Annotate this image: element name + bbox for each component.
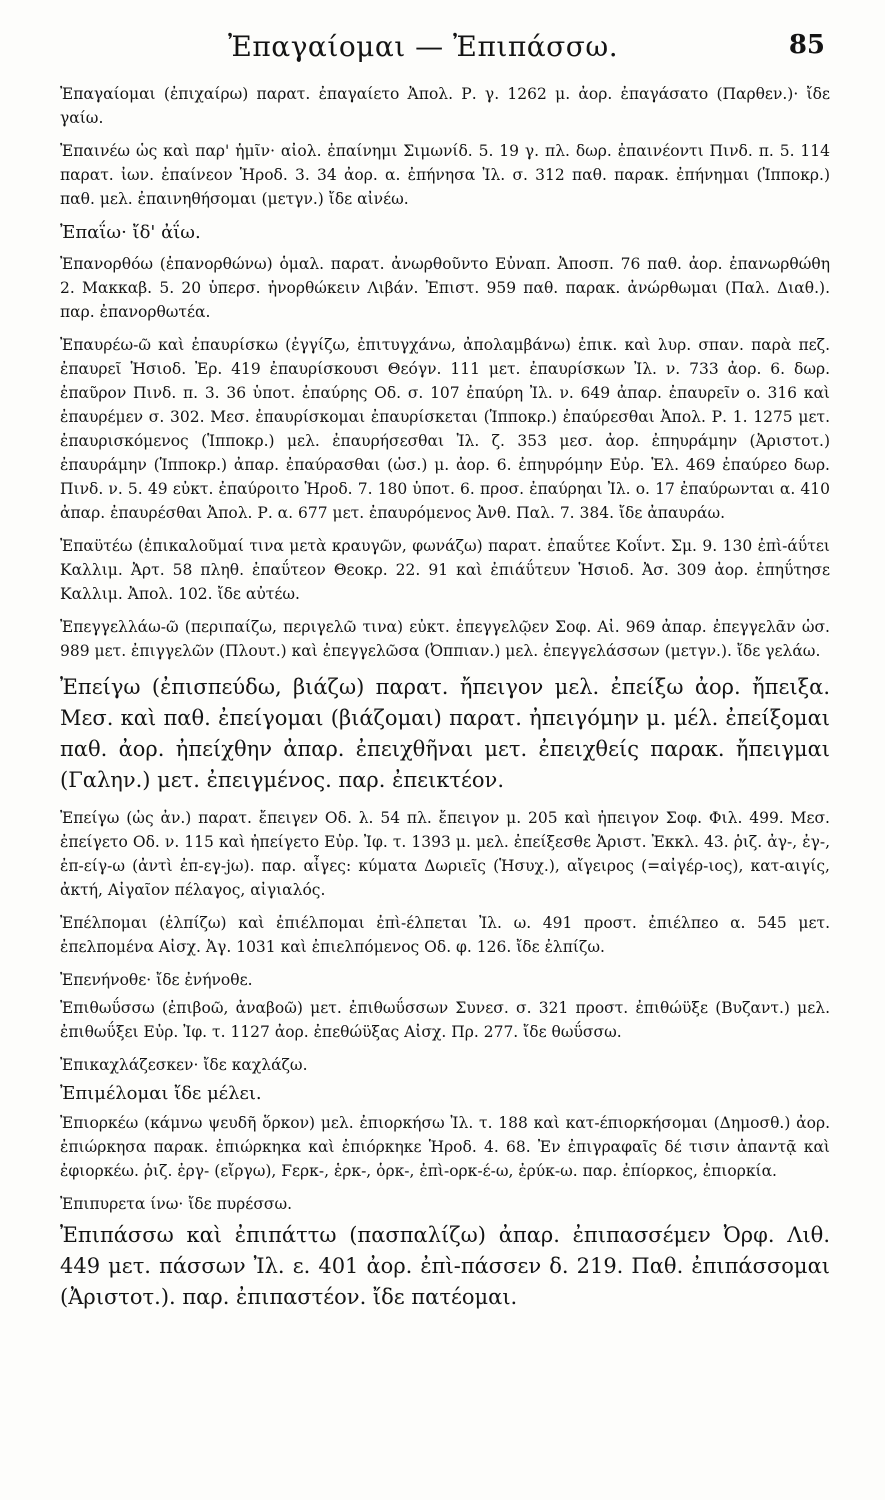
- entry-epimelomai: Ἐπιμέλομαι ἴδε μέλει.: [60, 1083, 262, 1104]
- entry-epaineo: Ἐπαινέω ὡς καὶ παρ' ἡμῖν· αἰολ. ἐπαίνημι Σιμωνίδ. 5. 19 γ. πλ. δωρ. ἐπαινέοντι Πινδ. π. 5. 114 παρατ. ἰων. ἐπαίνεον Ἡροδ. 3. 34 ἀορ. α. ἐπήνησα Ἰλ. σ. 312 παθ. παρακ. ἐπήνημαι (Ἱπποκρ.) παθ. μελ. ἐπαινηθήσομαι (μετγν.) ἴδε αἰνέω.: [60, 142, 830, 208]
- entry-epikachlazesken: Ἐπικαχλάζεσκεν· ἴδε καχλάζω.: [60, 1056, 308, 1074]
- page-header: [0, 30, 885, 70]
- entry-epeigo-epic: Ἐπείγω (ὡς ἀν.) παρατ. ἔπειγεν Οδ. λ. 54 πλ. ἔπειγον μ. 205 καὶ ἠπειγον Σοφ. Φιλ. 499. Μεσ. ἐπείγετο Οδ. ν. 115 καὶ ἠπείγετο Εὐρ. Ἰφ. τ. 1393 μ. μελ. ἐπείξεσθε Ἀριστ. Ἐκκλ. 43. ῥιζ. ἀγ-, ἐγ-, ἐπ-είγ-ω (ἀντὶ ἐπ-εγ-jω). παρ. αἶγες: κύματα Δωριεῖς (Ἡσυχ.), αἴγειρος (=αἰγέρ-ιος), κατ-αιγίς, ἀκτή, Αἰγαῖον πέλαγος, αἰγιαλός.: [60, 809, 830, 899]
- entry-epipasso: Ἐπιπάσσω καὶ ἐπιπάττω (πασπαλίζω) ἀπαρ. ἐπιπασσέμεν Ὀρφ. Λιθ. 449 μετ. πάσσων Ἰλ. ε. 401 ἀορ. ἐπὶ-πάσσεν δ. 219. Παθ. ἐπιπάσσομαι (Ἀριστοτ.). παρ. ἐπιπαστέον. ἴδε πατέομαι.: [60, 1223, 830, 1309]
- entry-epithoysso: Ἐπιθωΰσσω (ἐπιβοῶ, ἀναβοῶ) μετ. ἐπιθωΰσσων Συνεσ. σ. 321 προστ. ἐπιθώϋξε (Βυζαντ.) μελ. ἐπιθωΰξει Εὐρ. Ἰφ. τ. 1127 ἀορ. ἐπεθώϋξας Αἰσχ. Πρ. 277. ἴδε θωΰσσω.: [60, 999, 830, 1041]
- entry-epengellao: Ἐπεγγελλάω-ῶ (περιπαίζω, περιγελῶ τινα) εὐκτ. ἐπεγγελῷεν Σοφ. Αἰ. 969 ἀπαρ. ἐπεγγελᾶν ὡσ. 989 μετ. ἐπιγγελῶν (Πλουτ.) καὶ ἐπεγγελῶσα (Ὀππιαν.) μελ. ἐπεγγελάσσων (μετγν.). ἴδε γελάω.: [60, 618, 830, 660]
- entry-epaio: Ἐπαΐω· ἴδ' ἀΐω.: [60, 222, 201, 243]
- entry-epeigo-main: Ἐπείγω (ἐπισπεύδω, βιάζω) παρατ. ἤπειγον μελ. ἐπείξω ἀορ. ἤπειξα. Μεσ. καὶ παθ. ἐπείγομαι (βιάζομαι) παρατ. ἠπειγόμην μ. μέλ. ἐπείξομαι παθ. ἀορ. ἠπείχθην ἀπαρ. ἐπειχθῆναι μετ. ἐπειχθείς παρακ. ἤπειγμαι (Γαλην.) μετ. ἐπειγμένος. παρ. ἐπεικτέον.: [60, 675, 830, 792]
- entry-epagaiomai: Ἐπαγαίομαι (ἐπιχαίρω) παρατ. ἐπαγαίετο Ἀπολ. Ρ. γ. 1262 μ. ἀορ. ἐπαγάσατο (Παρθεν.)· ἴδε γαίω.: [60, 85, 830, 127]
- entry-epenenothe: Ἐπενήνοθε· ἴδε ἐνήνοθε.: [60, 971, 253, 989]
- page-number: 85: [788, 30, 825, 60]
- entry-epaureo: Ἐπαυρέω-ῶ καὶ ἐπαυρίσκω (ἐγγίζω, ἐπιτυγχάνω, ἀπολαμβάνω) ἐπικ. καὶ λυρ. σπαν. παρὰ πεζ. ἐπαυρεῖ Ἡσιοδ. Ἐρ. 419 ἐπαυρίσκουσι Θεόγν. 111 μετ. ἐπαυρίσκων Ἰλ. ν. 733 ἀορ. 6. δωρ. ἐπαῦρον Πινδ. π. 3. 36 ὑποτ. ἐπαύρης Οδ. σ. 107 ἐπαύρη Ἰλ. ν. 649 ἀπαρ. ἐπαυρεῖν ο. 316 καὶ ἐπαυρέμεν σ. 302. Μεσ. ἐπαυρίσκομαι ἐπαυρίσκεται (Ἱπποκρ.) ἐπαύρεσθαι Ἀπολ. Ρ. 1. 1275 μετ. ἐπαυρισκόμενος (Ἱπποκρ.) μελ. ἐπαυρήσεσθαι Ἰλ. ζ. 353 μεσ. ἀορ. ἐπηυράμην (Ἀριστοτ.) ἐπαυράμην (Ἱπποκρ.) ἀπαρ. ἐπαύρασθαι (ὡσ.) μ. ἀορ. 6. ἐπηυρόμην Εὐρ. Ἑλ. 469 ἐπαύρεο δωρ. Πινδ. ν. 5. 49 εὐκτ. ἐπαύροιτο Ἡροδ. 7. 180 ὑποτ. 6. προσ. ἐπαύρηαι Ἰλ. ο. 17 ἐπαύρωνται α. 410 ἀπαρ. ἐπαυρέσθαι Ἀπολ. Ρ. α. 677 μετ. ἐπαυρόμενος Ἀνθ. Παλ. 7. 384. ἴδε ἀπαυράω.: [60, 336, 830, 522]
- entry-epipyretaino: Ἐπιπυρετα ίνω· ἴδε πυρέσσω.: [60, 1195, 293, 1213]
- entry-epiorkeo: Ἐπιορκέω (κάμνω ψευδῆ ὅρκον) μελ. ἐπιορκήσω Ἰλ. τ. 188 καὶ κατ-έπιορκήσομαι (Δημοσθ.) ἀορ. ἐπιώρκησα παρακ. ἐπιώρκηκα καὶ ἐπιόρκηκε Ἡροδ. 4. 68. Ἐν ἐπιγραφαῖς δέ τισιν ἀπαντᾷ καὶ ἐφιορκέω. ῥιζ. ἐργ- (εἴργω), Ϝερκ-, ἑρκ-, ὁρκ-, ἐπὶ-ορκ-έ-ω, ἐρύκ-ω. παρ. ἐπίορκος, ἐπιορκία.: [60, 1114, 830, 1180]
- entry-epelpomai: Ἐπέλπομαι (ἐλπίζω) καὶ ἐπιέλπομαι ἐπὶ-έλπεται Ἰλ. ω. 491 προστ. ἐπιέλπεο α. 545 μετ. ἐπελπομένα Αἰσχ. Ἀγ. 1031 καὶ ἐπιελπόμενος Οδ. φ. 126. ἴδε ἐλπίζω.: [60, 914, 830, 956]
- entry-epanorthoo: Ἐπανορθόω (ἐπανορθώνω) ὁμαλ. παρατ. ἀνωρθοῦντο Εὐναπ. Ἀποσπ. 76 παθ. ἀορ. ἐπανωρθώθη 2. Μακκαβ. 5. 20 ὑπερσ. ἠνορθώκειν Λιβάν. Ἐπιστ. 959 παθ. παρακ. ἀνώρθωμαι (Παλ. Διαθ.). παρ. ἐπανορθωτέα.: [60, 255, 830, 321]
- entry-epauteo: Ἐπαϋτέω (ἐπικαλοῦμαί τινα μετὰ κραυγῶν, φωνάζω) παρατ. ἐπαΰτεε Κοΐντ. Σμ. 9. 130 ἐπὶ-άΰτει Καλλιμ. Ἀρτ. 58 πληθ. ἐπαΰτεον Θεοκρ. 22. 91 καὶ ἐπιάΰτευν Ἡσιοδ. Ἀσ. 309 ἀορ. ἐπηΰτησε Καλλιμ. Ἀπολ. 102. ἴδε αὐτέω.: [60, 537, 830, 603]
- entries-column: [60, 82, 830, 1323]
- running-title: Ἐπαγαίομαι — Ἐπιπάσσω.: [228, 30, 619, 63]
